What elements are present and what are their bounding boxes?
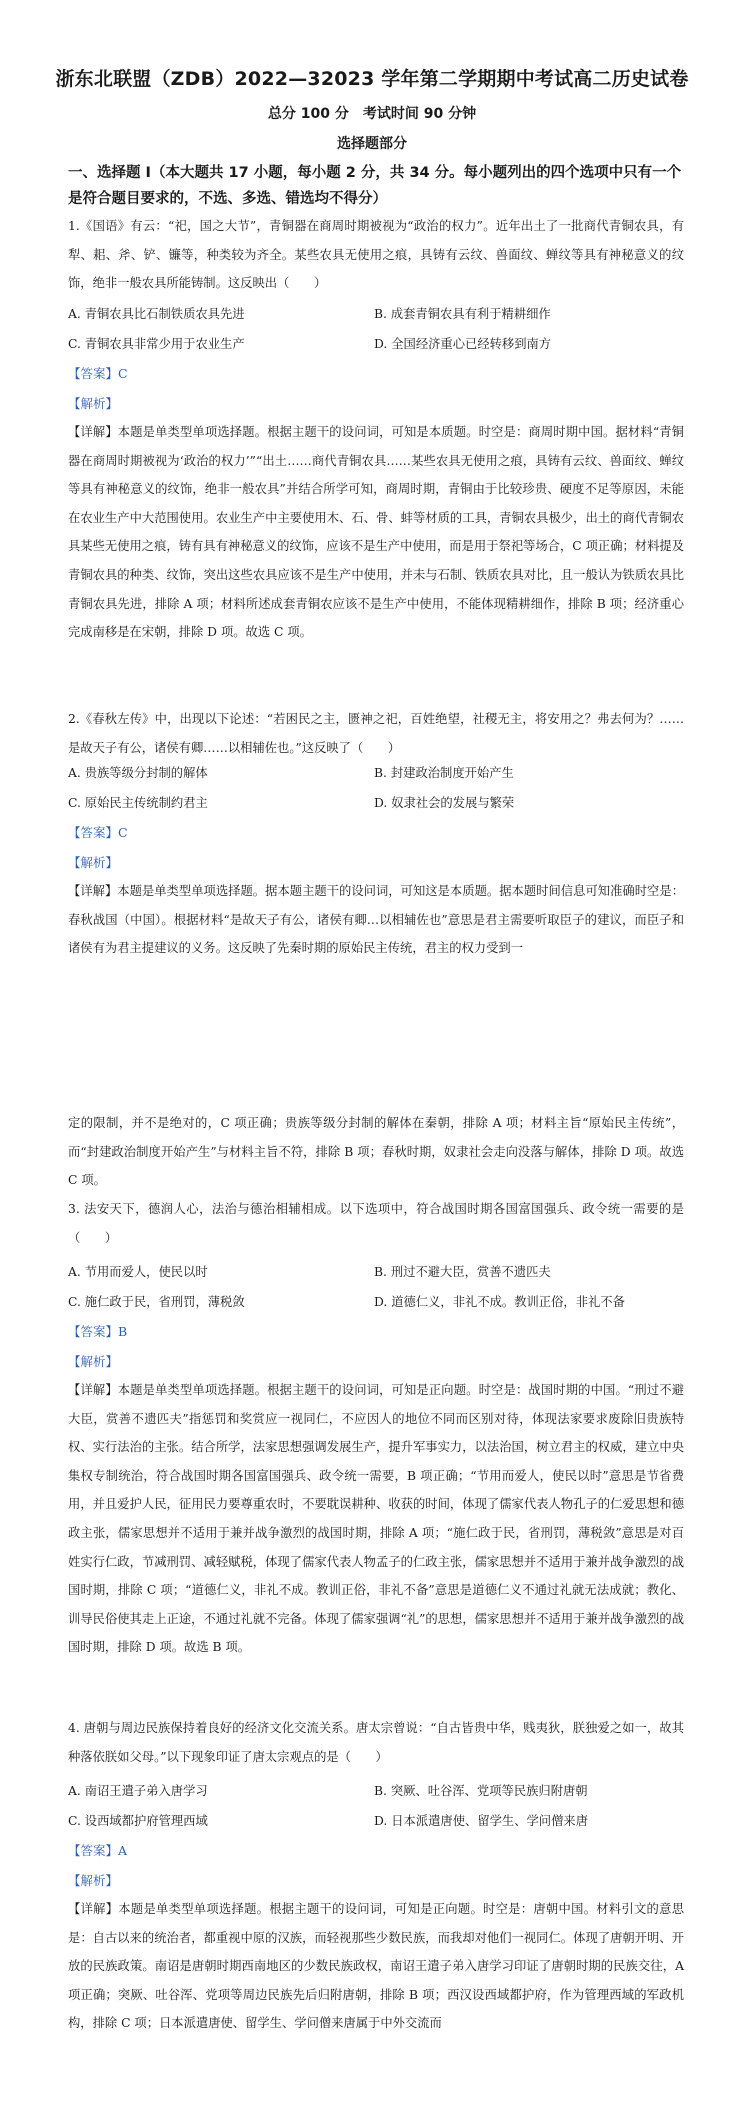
question-2-answer: 【答案】C xyxy=(68,825,128,840)
question-4-option-b: B. 突厥、吐谷浑、党项等民族归附唐朝 xyxy=(374,1784,588,1798)
question-3-stem: 3. 法安天下，德润人心，法治与德治相辅相成。以下选项中，符合战国时期各国富国强兵、政令统一需要的是（ ） xyxy=(68,1202,684,1245)
question-3-analysis-label: 【解析】 xyxy=(68,1354,119,1369)
question-2-option-b: B. 封建政治制度开始产生 xyxy=(374,766,514,780)
question-2-detail-part1: 【详解】本题是单类型单项选择题。据本题主题干的设问词，可知这是本质题。据本题时间信息可知准确时空是：春秋战国（中国）。根据材料“是故天子有公，诸侯有卿…以相辅佐也”意思是君主需要听取臣子的建议，而臣子和诸侯有为君主提建议的义务。这反映了先秦时期的原始民主传统，君主的权力受到一 xyxy=(68,884,684,956)
question-4-stem: 4. 唐朝与周边民族保持着良好的经济文化交流关系。唐太宗曾说：“自古皆贵中华，贱夷狄，朕独爱之如一，故其种落依朕如父母。”以下现象印证了唐太宗观点的是（ ） xyxy=(68,1721,684,1764)
question-1-stem: 1.《国语》有云：“祀，国之大节”，青铜器在商周时期被视为“政治的权力”。近年出土了一批商代青铜农具，有犁、耜、斧、铲、镰等，种类较为齐全。某些农具无使用之痕，具铸有云纹、兽面纹、蝉纹等具有神秘意义的纹饰，绝非一般农具所能铸制。这反映出（ ） xyxy=(68,219,684,291)
question-4-option-a: A. 南诏王遣子弟入唐学习 xyxy=(68,1784,208,1798)
question-3-answer: 【答案】B xyxy=(68,1324,128,1339)
section-heading: 一、选择题 I（本大题共 17 小题，每小题 2 分，共 34 分。每小题列出的四个选项中只有一个是符合题目要求的，不选、多选、错选均不得分） xyxy=(68,165,682,207)
question-4-answer: 【答案】A xyxy=(68,1843,128,1858)
question-1-analysis-label: 【解析】 xyxy=(68,396,119,411)
question-2-option-d: D. 奴隶社会的发展与繁荣 xyxy=(374,796,515,810)
question-3-detail: 【详解】本题是单类型单项选择题。根据主题干的设问词，可知是正向题。时空是：战国时期的中国。“刑过不避大臣，赏善不遗匹夫”指惩罚和奖赏应一视同仁，不应因人的地位不同而区别对待，体现法家要求废除旧贵族特权、实行法治的主张。结合所学，法家思想强调发展生产，提升军事实力，以法治国，树立君主的权威，建立中央集权专制统治，符合战国时期各国富国强兵、政令统一需要，B 项正确；“节用而爱人，使民以时”意思是节省费用，并且爱护人民，征用民力要尊重农时，不要耽误耕种、收获的时间，体现了儒家代表人物孔子的仁爱思想和德政主张，儒家思想并不适用于兼并战争激烈的战国时期，排除 A 项；“施仁政于民，省刑罚，薄税敛”意思是对百姓实行仁政，节减刑罚、减轻赋税，体现了儒家代表人物孟子的仁政主张，儒家思想并不适用于兼并战争激烈的战国时期，排除 C 项；“道德仁义，非礼不成。教训正俗，非礼不备”意思是道德仁义不通过礼就无法成就；教化、训导民俗使其走上正途，不通过礼就不完备。体现了儒家强调“礼”的思想，儒家思想并不适用于兼并战争激烈的战国时期，排除 D 项。故选 B 项。 xyxy=(68,1383,684,1655)
question-2-detail-part2: 定的限制，并不是绝对的，C 项正确；贵族等级分封制的解体在秦朝，排除 A 项；材料主旨“原始民主传统”，而“封建政治制度开始产生”与材料主旨不符，排除 B 项；春秋时期，奴隶社会走向没落与解体，排除 D 项。故选 C 项。 xyxy=(68,1116,684,1188)
question-4-analysis-label: 【解析】 xyxy=(68,1873,119,1888)
question-2-analysis-label: 【解析】 xyxy=(68,855,119,870)
part-heading: 选择题部分 xyxy=(337,136,407,152)
question-1-option-a: A. 青铜农具比石制铁质农具先进 xyxy=(68,307,245,321)
question-2-stem: 2.《春秋左传》中，出现以下论述：“若困民之主，匮神之祀，百姓绝望，社稷无主，将安用之？弗去何为？……是故天子有公，诸侯有卿……以相辅佐也。”这反映了（ ） xyxy=(68,712,684,755)
exam-title: 浙东北联盟（ZDB）2022—32023 学年第二学期期中考试高二历史试卷 xyxy=(55,68,689,90)
question-3-option-b: B. 刑过不避大臣，赏善不遗匹夫 xyxy=(374,1265,551,1279)
score-time-line: 总分 100 分 考试时间 90 分钟 xyxy=(267,106,477,122)
question-1-option-d: D. 全国经济重心已经转移到南方 xyxy=(374,337,552,351)
question-3-option-c: C. 施仁政于民，省刑罚，薄税敛 xyxy=(68,1295,245,1309)
question-2-option-a: A. 贵族等级分封制的解体 xyxy=(68,766,208,780)
question-4-detail: 【详解】本题是单类型单项选择题。根据主题干的设问词，可知是正向题。时空是：唐朝中国。材料引文的意思是：自古以来的统治者，都重视中原的汉族，而轻视那些少数民族，而我却对他们一视同仁。体现了唐朝开明、开放的民族政策。南诏是唐朝时期西南地区的少数民族政权，南诏王遣子弟入唐学习印证了唐朝时期的民族交往，A 项正确；突厥、吐谷浑、党项等周边民族先后归附唐朝，排除 B 项；西汉设西域都护府，作为管理西域的军政机构，排除 C 项；日本派遣唐使、留学生、学问僧来唐属于中外交流而 xyxy=(68,1902,684,2031)
question-4-option-c: C. 设西域都护府管理西域 xyxy=(68,1814,208,1828)
question-1-answer: 【答案】C xyxy=(68,366,128,381)
question-1-option-b: B. 成套青铜农具有利于精耕细作 xyxy=(374,307,551,321)
question-2-option-c: C. 原始民主传统制约君主 xyxy=(68,796,208,810)
question-3-option-d: D. 道德仁义，非礼不成。教训正俗，非礼不备 xyxy=(374,1295,625,1309)
question-3-option-a: A. 节用而爱人，使民以时 xyxy=(68,1265,208,1279)
question-1-option-c: C. 青铜农具非常少用于农业生产 xyxy=(68,337,245,351)
question-4-option-d: D. 日本派遣唐使、留学生、学问僧来唐 xyxy=(374,1814,588,1828)
question-1-detail: 【详解】本题是单类型单项选择题。根据主题干的设问词，可知是本质题。时空是：商周时期中国。据材料“青铜器在商周时期被视为‘政治的权力’”“出土……商代青铜农具……某些农具无使用之痕，具铸有云纹、兽面纹、蝉纹等具有神秘意义的纹饰，绝非一般农具”并结合所学可知，商周时期，青铜由于比较珍贵、硬度不足等原因，未能在农业生产中大范围使用。农业生产中主要使用木、石、骨、蚌等材质的工具，青铜农具极少，出土的商代青铜农具某些无使用之痕，铸有具有神秘意义的纹饰，应该不是生产中使用，而是用于祭祀等场合，C 项正确；材料提及青铜农具的种类、纹饰，突出这些农具应该不是生产中使用，并未与石制、铁质农具对比，且一般认为铁质农具比青铜农具先进，排除 A 项；材料所述成套青铜农应该不是生产中使用，不能体现精耕细作，排除 B 项；经济重心完成南移是在宋朝，排除 D 项。故选 C 项。 xyxy=(68,425,684,640)
